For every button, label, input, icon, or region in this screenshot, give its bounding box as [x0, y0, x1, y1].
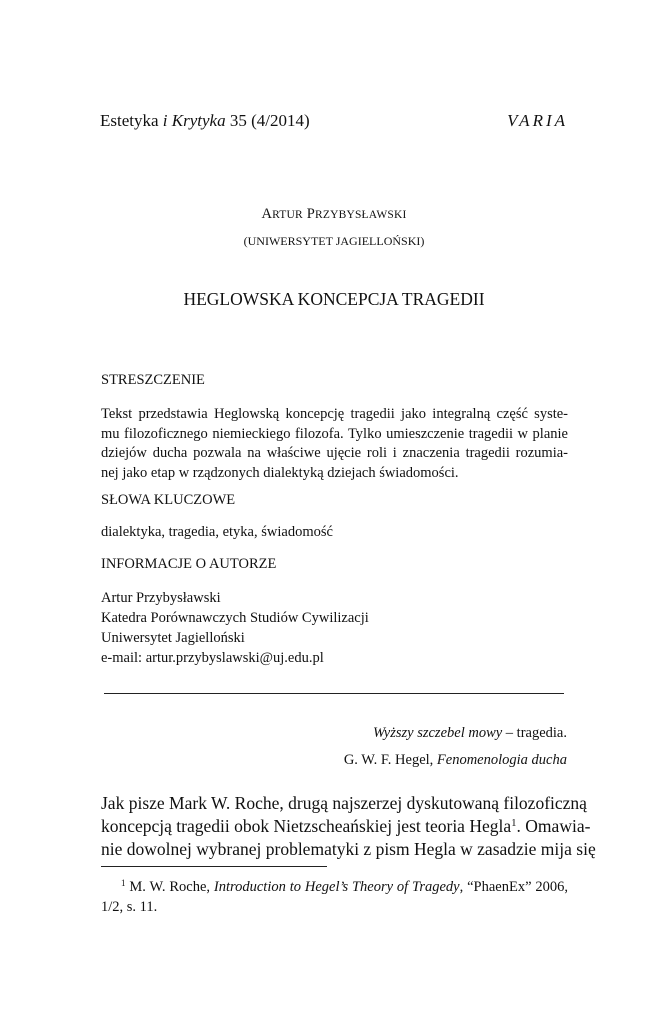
footnote-number: 1 [121, 878, 126, 889]
footnote-line: 1/2, s. 11. [101, 899, 158, 915]
info-department: Katedra Porównawczych Studiów Cywilizacji [101, 610, 369, 626]
journal-name-part1: Estetyka [100, 111, 163, 130]
abstract-heading: STRESZCZENIE [101, 372, 205, 388]
footnote-divider [101, 866, 327, 867]
info-email: e-mail: artur.przybyslawski@uj.edu.pl [101, 650, 324, 666]
journal-name-part2: Krytyka [171, 111, 226, 130]
info-name: Artur Przybysławski [101, 590, 221, 606]
footnote-line: $^1$ M. W. Roche, Introduction to Hegel’s Theory of Tragedy, “PhaenEx” 2006, [121, 878, 568, 895]
journal-citation [100, 111, 310, 131]
body-line: nie dowolnej wybranej problematyki z pism Hegla w zasadzie mija się [101, 839, 596, 859]
article-title: HEGLOWSKA KONCEPCJA TRAGEDII [183, 289, 485, 309]
motto-quote: Wyższy szczebel mowy – tragedia. [373, 725, 567, 741]
abstract-line: Tekst przedstawia Heglowską koncepcję tragedii jako integralną część syste- [101, 406, 568, 422]
keywords-heading: SŁOWA KLUCZOWE [101, 492, 236, 508]
abstract-line: mu filozoficznego niemieckiego filozofa. Tylko umieszczenie tragedii w planie [101, 425, 568, 442]
motto-source: G. W. F. Hegel, Fenomenologia ducha [343, 752, 567, 768]
body-line: Jak pisze Mark W. Roche, drugą najszerzej dyskutowaną filozoficzną [101, 793, 587, 813]
abstract-text [101, 405, 568, 483]
body-line: koncepcją tragedii obok Nietzscheańskiej jest teoria Hegla$^1$. Omawia- [101, 816, 591, 836]
body-paragraph [101, 792, 596, 861]
journal-name-i: i [162, 111, 168, 130]
section-label: VARIA [507, 111, 568, 130]
keywords-text: dialektyka, tragedia, etyka, świadomość [101, 524, 333, 540]
footnote [101, 877, 568, 917]
footnote-title: Introduction to Hegel’s Theory of Tragedy [213, 879, 460, 895]
journal-issue: 35 (4/2014) [225, 111, 310, 130]
author-affiliation: (UNIWERSYTET JAGIELLOŃSKI) [243, 234, 425, 248]
section-divider [104, 693, 564, 694]
footnote-ref: 1 [511, 817, 517, 830]
info-university: Uniwersytet Jagielloński [101, 630, 245, 646]
author-info [101, 588, 369, 668]
abstract-line: dziejów ducha pozwala na właściwe ujęcie roli i znaczenia tragedii rozumia- [101, 445, 568, 461]
abstract-line: nej jako etap w rządzonych dialektyką dziejach świadomości. [101, 464, 459, 481]
author-info-heading: INFORMACJE O AUTORZE [101, 556, 277, 572]
author-name: ARTUR PRZYBYSŁAWSKI [261, 206, 407, 222]
